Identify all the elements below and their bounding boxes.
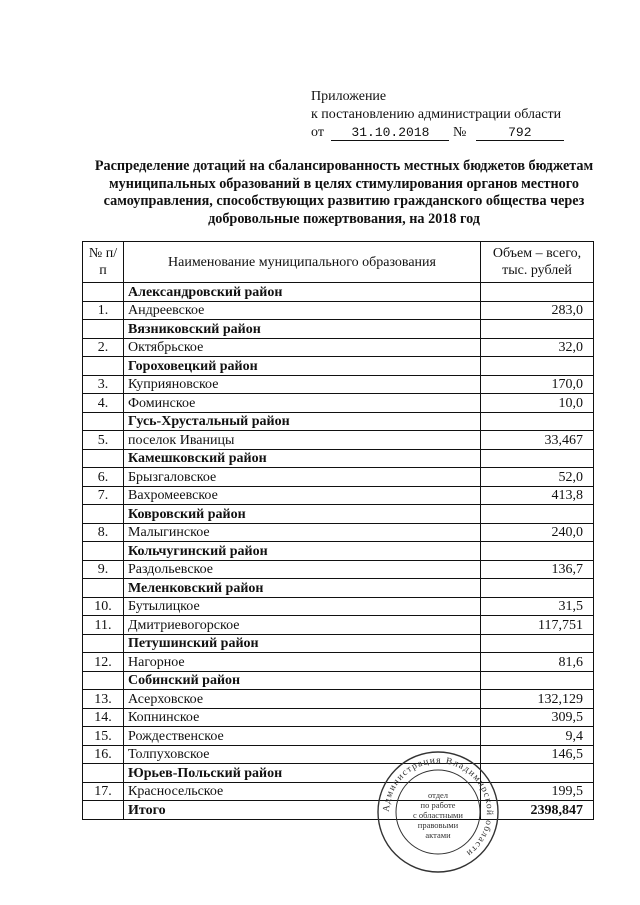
row-name-cell: Раздольевское — [124, 560, 481, 579]
district-row — [83, 449, 594, 468]
row-value-cell: 32,0 — [481, 338, 594, 357]
table-row — [83, 523, 594, 542]
row-value-cell — [481, 357, 594, 376]
district-row — [83, 283, 594, 302]
district-row — [83, 320, 594, 339]
table-row — [83, 745, 594, 764]
row-value-cell: 240,0 — [481, 523, 594, 542]
number-label: № — [452, 125, 467, 140]
row-value-cell: 33,467 — [481, 431, 594, 450]
row-number-cell — [83, 320, 124, 339]
row-value-cell: 132,129 — [481, 690, 594, 709]
row-value-cell: 117,751 — [481, 616, 594, 635]
stamp-inner-line: по работе — [420, 800, 456, 810]
row-value-cell — [481, 671, 594, 690]
row-number-cell: 7. — [83, 486, 124, 505]
row-name-cell: Рождественское — [124, 727, 481, 746]
district-row — [83, 412, 594, 431]
row-number-cell: 15. — [83, 727, 124, 746]
row-name-cell: Кольчугинский район — [124, 542, 481, 561]
stamp-inner-line: правовыми — [417, 820, 459, 830]
row-name-cell: Андреевское — [124, 301, 481, 320]
row-number-cell: 12. — [83, 653, 124, 672]
row-number-cell — [83, 764, 124, 783]
stamp-ring-text: Администрация Владимирской области — [381, 755, 495, 859]
table-row — [83, 468, 594, 487]
row-name-cell: Малыгинское — [124, 523, 481, 542]
row-name-cell: Гороховецкий район — [124, 357, 481, 376]
row-number-cell: 1. — [83, 301, 124, 320]
row-name-cell: Октябрьское — [124, 338, 481, 357]
row-value-cell: 31,5 — [481, 597, 594, 616]
table-row — [83, 782, 594, 801]
row-number-cell: 6. — [83, 468, 124, 487]
row-value-cell — [481, 320, 594, 339]
appendix-label: Приложение — [311, 89, 387, 104]
official-stamp — [376, 750, 500, 874]
row-name-cell: поселок Иваницы — [124, 431, 481, 450]
row-name-cell: Красносельское — [124, 782, 481, 801]
row-number-cell — [83, 634, 124, 653]
row-value-cell — [481, 634, 594, 653]
row-name-cell: Вахромеевское — [124, 486, 481, 505]
row-number-cell: 3. — [83, 375, 124, 394]
row-number-cell — [83, 542, 124, 561]
table-row — [83, 375, 594, 394]
row-number-cell — [83, 283, 124, 302]
row-name-cell: Камешковский район — [124, 449, 481, 468]
row-name-cell: Собинский район — [124, 671, 481, 690]
row-name-cell: Дмитриевогорское — [124, 616, 481, 635]
district-row — [83, 634, 594, 653]
table-row — [83, 597, 594, 616]
row-value-cell — [481, 412, 594, 431]
table-row — [83, 394, 594, 413]
row-number-cell: 9. — [83, 560, 124, 579]
row-number-cell: 4. — [83, 394, 124, 413]
district-row — [83, 764, 594, 783]
row-value-cell — [481, 505, 594, 524]
row-name-cell: Гусь-Хрустальный район — [124, 412, 481, 431]
stamp-inner-line: актами — [425, 830, 451, 840]
row-value-cell: 52,0 — [481, 468, 594, 487]
row-name-cell: Меленковский район — [124, 579, 481, 598]
row-number-cell: 11. — [83, 616, 124, 635]
row-number-cell: 13. — [83, 690, 124, 709]
document-number: 792 — [476, 125, 564, 141]
table-row — [83, 560, 594, 579]
row-value-cell: 136,7 — [481, 560, 594, 579]
table-header-row — [83, 242, 594, 283]
row-name-cell: Копнинское — [124, 708, 481, 727]
row-number-cell: 10. — [83, 597, 124, 616]
stamp-inner-line: отдел — [427, 790, 449, 800]
district-row — [83, 542, 594, 561]
row-value-cell: 413,8 — [481, 486, 594, 505]
table-row — [83, 653, 594, 672]
row-number-cell: 17. — [83, 782, 124, 801]
row-number-cell — [83, 671, 124, 690]
row-number-cell — [83, 357, 124, 376]
row-name-cell: Нагорное — [124, 653, 481, 672]
row-value-cell: 283,0 — [481, 301, 594, 320]
table-row — [83, 616, 594, 635]
table-row — [83, 708, 594, 727]
district-row — [83, 505, 594, 524]
row-value-cell: 199,5 — [481, 782, 594, 801]
row-name-cell: Итого — [124, 801, 481, 820]
row-value-cell: 81,6 — [481, 653, 594, 672]
document-title: Распределение дотаций на сбалансированность местных бюджетов бюджетам муниципальных образований в целях стимулирования органов местного самоуправления, способствующих развитию гражданского общества через добровольные пожертвования, на 2018 год — [94, 158, 594, 227]
row-number-cell: 8. — [83, 523, 124, 542]
row-number-cell — [83, 412, 124, 431]
row-name-cell: Брызгаловское — [124, 468, 481, 487]
date-number-line — [311, 124, 564, 142]
row-name-cell: Бутылицкое — [124, 597, 481, 616]
column-header-number: № п/п — [83, 242, 124, 283]
stamp-inner-line: с областными — [413, 810, 463, 820]
row-number-cell: 16. — [83, 745, 124, 764]
row-name-cell: Александровский район — [124, 283, 481, 302]
row-name-cell: Куприяновское — [124, 375, 481, 394]
row-name-cell: Юрьев-Польский район — [124, 764, 481, 783]
district-row — [83, 671, 594, 690]
row-value-cell: 9,4 — [481, 727, 594, 746]
row-value-cell: 2398,847 — [481, 801, 594, 820]
column-header-amount: Объем – всего, тыс. рублей — [481, 242, 594, 283]
from-label: от — [311, 125, 324, 140]
row-value-cell — [481, 283, 594, 302]
row-value-cell: 309,5 — [481, 708, 594, 727]
table-row — [83, 301, 594, 320]
document-header — [311, 88, 564, 142]
document-date: 31.10.2018 — [331, 125, 449, 141]
row-number-cell — [83, 449, 124, 468]
row-number-cell — [83, 579, 124, 598]
row-value-cell: 10,0 — [481, 394, 594, 413]
table-row — [83, 486, 594, 505]
row-number-cell — [83, 801, 124, 820]
row-name-cell: Асерховское — [124, 690, 481, 709]
column-header-name: Наименование муниципального образования — [124, 242, 481, 283]
resolution-label: к постановлению администрации области — [311, 107, 562, 122]
table-row — [83, 727, 594, 746]
row-value-cell: 170,0 — [481, 375, 594, 394]
row-value-cell — [481, 579, 594, 598]
row-number-cell: 5. — [83, 431, 124, 450]
table-row — [83, 431, 594, 450]
row-number-cell — [83, 505, 124, 524]
total-row — [83, 801, 594, 820]
row-value-cell — [481, 449, 594, 468]
row-name-cell: Ковровский район — [124, 505, 481, 524]
table-body — [83, 283, 594, 820]
table-row — [83, 690, 594, 709]
row-name-cell: Петушинский район — [124, 634, 481, 653]
table-row — [83, 338, 594, 357]
row-name-cell: Вязниковский район — [124, 320, 481, 339]
row-number-cell: 2. — [83, 338, 124, 357]
stamp-inner-text — [402, 790, 474, 840]
district-row — [83, 357, 594, 376]
row-number-cell: 14. — [83, 708, 124, 727]
district-row — [83, 579, 594, 598]
subsidy-table — [82, 241, 594, 820]
row-value-cell: 146,5 — [481, 745, 594, 764]
row-name-cell: Фоминское — [124, 394, 481, 413]
row-value-cell — [481, 542, 594, 561]
row-name-cell: Толпуховское — [124, 745, 481, 764]
